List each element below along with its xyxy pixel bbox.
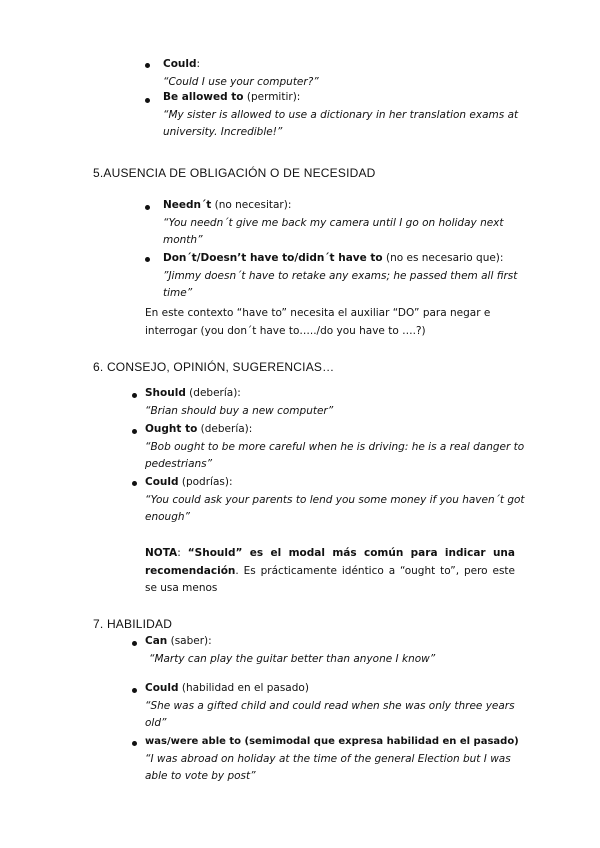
list-item <box>145 733 525 786</box>
bullet-icon <box>145 63 150 68</box>
modal-term: Ought to <box>145 423 198 435</box>
modal-term: Could <box>145 476 179 488</box>
bullet-icon <box>145 257 150 262</box>
nota-bold-text: “Should” es el modal más común para indicar una recomendación <box>145 547 515 577</box>
modal-term: was/were able to (semimodal que expresa habilidad en el pasado) <box>145 736 519 747</box>
modal-gloss: (no necesitar): <box>211 199 292 211</box>
list-item <box>145 385 525 420</box>
modal-gloss: (no es necesario que): <box>382 252 504 264</box>
list-item <box>145 474 525 527</box>
modal-gloss: (saber): <box>167 635 212 647</box>
bullet-icon <box>132 741 137 746</box>
example-sentence: “You needn´t give me back my camera until I go on holiday next month” <box>163 216 504 246</box>
modal-gloss: (habilidad en el pasado) <box>178 682 309 694</box>
modal-term: Don´t/Doesn’t have to/didn´t have to <box>163 252 383 264</box>
example-sentence: “She was a gifted child and could read when she was only three years old” <box>145 699 515 729</box>
modal-gloss: (podrías): <box>178 476 233 488</box>
bullet-icon <box>132 481 137 486</box>
note-paragraph: En este contexto “have to” necesita el auxiliar “DO” para negar e interrogar (you don´t have to…../do you have to ….?) <box>145 307 491 337</box>
nota-paragraph <box>145 545 515 598</box>
section-heading: 6. CONSEJO, OPINIÓN, SUGERENCIAS… <box>93 360 335 374</box>
section-heading: 5.AUSENCIA DE OBLIGACIÓN O DE NECESIDAD <box>93 166 376 180</box>
list-item <box>145 680 525 733</box>
nota-rest: . Es prácticamente idéntico a “ought to”, pero este se usa menos <box>145 564 515 594</box>
modal-gloss: (permitir): <box>243 91 301 103</box>
modal-gloss: : <box>196 58 201 70</box>
modal-term: Can <box>145 635 168 647</box>
bullet-icon <box>132 641 137 646</box>
modal-term: Should <box>145 387 186 399</box>
section-heading: 7. HABILIDAD <box>93 617 173 631</box>
nota-sep: : <box>177 547 188 559</box>
bullet-icon <box>145 98 150 103</box>
modal-term: Could <box>145 682 179 694</box>
list-item <box>163 250 523 303</box>
example-sentence: “Brian should buy a new computer” <box>145 404 334 417</box>
example-sentence: “My sister is allowed to use a dictionary in her translation exams at university. Incredible!” <box>163 108 519 138</box>
modal-gloss: (debería): <box>185 387 241 399</box>
list-item <box>145 421 525 474</box>
example-sentence: ”Jimmy doesn´t have to retake any exams; he passed them all first time” <box>163 269 518 299</box>
list-item <box>163 197 523 250</box>
bullet-icon <box>132 393 137 398</box>
modal-gloss: (debería): <box>197 423 253 435</box>
list-item <box>163 89 528 142</box>
modal-term: Be allowed to <box>163 91 244 103</box>
bullet-icon <box>145 205 150 210</box>
example-sentence: “Marty can play the guitar better than anyone I know” <box>149 652 436 665</box>
modal-term: Needn´t <box>163 199 212 211</box>
bullet-icon <box>132 429 137 434</box>
list-item <box>145 633 525 668</box>
example-sentence: “You could ask your parents to lend you some money if you haven´t got enough” <box>145 493 525 523</box>
example-sentence: “Bob ought to be more careful when he is driving: he is a real danger to pedestrians” <box>145 440 525 470</box>
example-sentence: “Could I use your computer?” <box>163 75 319 88</box>
modal-term: Could <box>163 58 197 70</box>
list-item <box>163 56 523 91</box>
nota-label: NOTA <box>145 547 178 559</box>
example-sentence: “I was abroad on holiday at the time of the general Election but I was able to vote by post” <box>145 752 511 782</box>
bullet-icon <box>132 688 137 693</box>
